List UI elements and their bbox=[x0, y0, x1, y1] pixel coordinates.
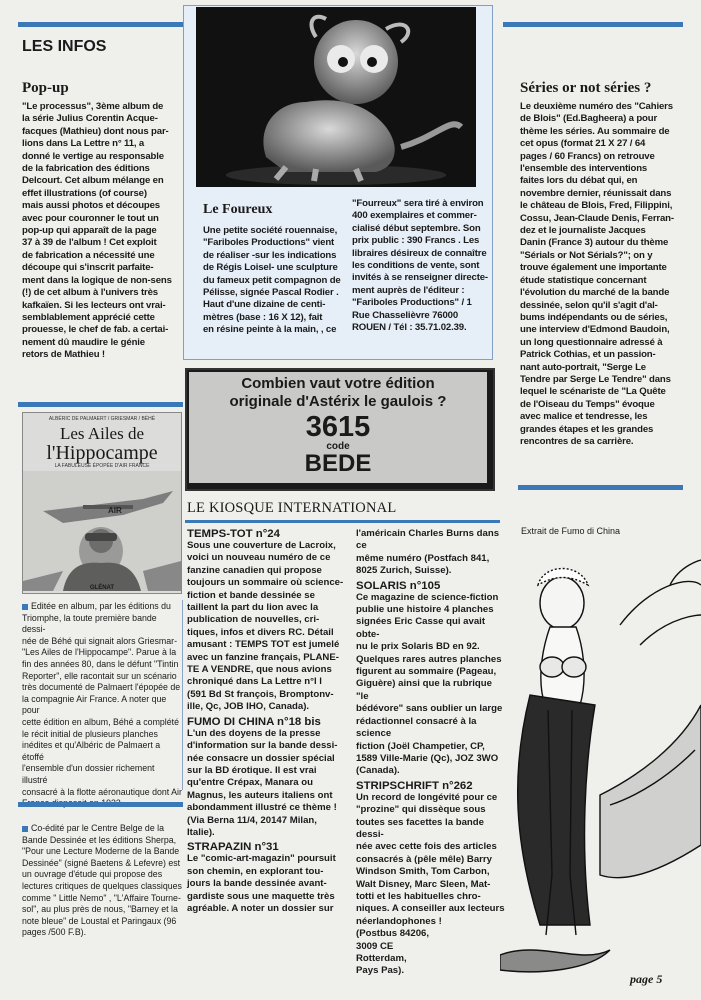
fumo-caption: Extrait de Fumo di China bbox=[521, 526, 621, 536]
kiosque-head-strapazin: STRAPAZIN n°31 bbox=[187, 841, 279, 854]
kiosque-body-stripschrift: Un record de longévité pour ce "prozine" qui dissèque sous toutes ses facettes la bande dessi- née avec cette fois des articles consacrés à (pêle mêle) Barry Windson Smith, Tom Carbon, Walt Disney, Marc Sleen, Mat- totti et les habituelles chro- niques. A conseiller aux lecteurs néerlandophones ! (Postbus 84206, 3009 CE Rotterdam, Pays Pas). bbox=[356, 791, 505, 977]
kiosque-head-fumo: FUMO DI CHINA n°18 bis bbox=[187, 715, 321, 728]
kiosque-body-strapazin: Le "comic-art-magazin" poursuit son chemin, en explorant tou- jours la bande dessinée avant- gardiste sous une maquette très agréable. A noter un dossier sur bbox=[187, 853, 336, 914]
ad-line1: Combien vaut votre édition bbox=[241, 375, 435, 392]
fourreux-title: Le Foureux bbox=[203, 202, 273, 217]
ad-bede: BEDE bbox=[304, 450, 372, 477]
kiosque-body-temps-tot: Sous une couverture de Lacroix, voici un nouveau numéro de ce fanzine canadien qui propose toujours un sommaire où science- fiction et bande dessinée se taillent la part du lion avec la publication de nouvelles, cri- tiques, infos et divers RC. Détail amusant : TEMPS TOT est jumelé avec un fanzine français, PLANE- TE A VENDRE, que nous avions chroniqué dans La Lettre n°l l (591 Bd St françois, Bromptonv- ille, Qc, JOB IHO, Canada). bbox=[187, 540, 344, 713]
series-title: Séries or not séries ? bbox=[520, 80, 652, 96]
kiosque-head-stripschrift: STRIPSCHRIFT n°262 bbox=[356, 779, 473, 792]
left-lower-bar bbox=[18, 802, 183, 807]
cover-author: ALBÉRIC DE PALMAERT / GRIESMAR / BÉHÉ bbox=[48, 416, 156, 422]
fumo-illustration bbox=[500, 545, 701, 985]
kiosque-head-solaris: SOLARIS n°105 bbox=[356, 579, 441, 592]
kiosque-col2 bbox=[356, 528, 506, 978]
section-title: LES INFOS bbox=[22, 38, 107, 55]
kiosque-body-solaris: Ce magazine de science-fiction publie une histoire 4 planches signées Eric Casse qui avait obte- nu le prix Solaris BD en 92. Quelques rares autres planches figurent au sommaire (Pageau, Giguère) ainsi que la rubrique "le bédévore" sans oublier un large rédactionnel consacré à la science fiction (Joël Champetier, CP, 1589 Ville-Marie (Qc), JOZ 3WO (Canada). bbox=[356, 591, 503, 777]
left-mid-bar bbox=[18, 402, 183, 407]
ad-line2: originale d'Astérix le gaulois ? bbox=[229, 393, 447, 410]
ad-number: 3615 bbox=[305, 411, 371, 443]
fourreux-col2: "Fourreux" sera tiré à environ 400 exemplaires et commer- cialisé début septembre. Son prix public : 390 Francs . Les libraires désireux de connaître les conditions de vente, sont invités à se renseigner directe- ment auprès de l'éditeur : "Fariboles Productions" / 1 Rue Chasselièvre 76000 ROUEN / Tél : 35.71.02.39. bbox=[352, 198, 488, 334]
page-number: page 5 bbox=[630, 972, 663, 986]
book-cover bbox=[22, 412, 182, 594]
ad-inner bbox=[189, 372, 487, 483]
sherpa-caption: Co-édité par le Centre Belge de la Bande Dessinée et les éditions Sherpa, "Pour une Lecture Moderne de la Bande Dessinée" (signé Baetens & Lefevre) est un ouvrage d'étude qui propose des lectures critiques de quelques classiques comme " Little Nemo" , "L'Affaire Tourne- sol", au plus près de nous, "Barney et la note bleue" de Loustal et Paringaux (96 pages /500 F.B). bbox=[22, 823, 182, 938]
cover-plane-text: AIR bbox=[108, 506, 122, 515]
kiosque-col1 bbox=[187, 526, 350, 915]
cover-subtitle: LA FABULEUSE ÉPOPÉE D'AIR FRANCE bbox=[54, 463, 150, 469]
cover-title-2: l'Hippocampe bbox=[46, 442, 158, 464]
cover-title-1: Les Ailes de bbox=[59, 424, 145, 443]
ailes-rule bbox=[182, 600, 183, 790]
ad-code: code bbox=[326, 441, 350, 452]
kiosque-title: LE KIOSQUE INTERNATIONAL bbox=[187, 500, 397, 516]
kiosque-body-burns: l'américain Charles Burns dans ce même numéro (Postfach 841, 8025 Zurich, Suisse). bbox=[356, 528, 500, 577]
kiosque-head-temps-tot: TEMPS-TOT n°24 bbox=[187, 528, 280, 540]
fourreux-photo bbox=[196, 7, 476, 187]
series-bottom-bar bbox=[518, 485, 683, 490]
cover-bottom: GLÉNAT bbox=[89, 585, 115, 591]
kiosque-bar bbox=[185, 520, 500, 523]
sculpture-image bbox=[196, 7, 476, 187]
fourreux-col1: Une petite société rouennaise, "Fariboles Productions" vient de réaliser -sur les indications de Régis Loisel- une sculpture du fameux petit compagnon de Pélisse, signée Pascal Rodier . Haut d'une dizaine de centi- mètres (base : 16 X 12), fait en résine peinte à la main, , ce bbox=[203, 225, 341, 336]
top-right-bar bbox=[503, 22, 683, 27]
popup-body: "Le processus", 3ème album de la série Julius Corentin Acque- facques (Mathieu) dont nous par- lions dans La Lettre n° 11, a donné le vertige au responsable de la fabrication des éditions Delcourt. Cet album mélange en effet illustrations (of course) mais aussi photos et découpes avec pour couronner le tout un pop-up qui apparaît de la page 37 à 39 de l'album ! Cet exploit de fabrication a nécessité une découpe qui s'inscrit parfaite- ment dans la logique de non-sens (!) de cet album à l'univers très kafkaïen. Si les lecteurs ont vrai- semblablement apprécié cette prouesse, le chef de fab. a certai- nement dû maudire le génie retors de Mathieu ! bbox=[22, 101, 172, 361]
series-body: Le deuxième numéro des "Cahiers de Blois" (Ed.Bagheera) a pour thème les séries. Au sommaire de cet opus (format 21 X 27 / 64 pages / 60 Francs) on retrouve l'ensemble des interventions faites lors du débat qui, en novembre dernier, réunissait dans le château de Blois, Fred, Filippini, Cossu, Jean-Claude Denis, Ferran- dez et le journaliste Jacques Danin (France 3) autour du thème "Sérials or Not Sérials?"; on y trouve également une importante étude statistique concernant l'évolution du marché de la bande dessinée, selon qu'il s'agit d'al- bums indépendants ou de séries, une interview d'Edmond Baudoin, un long questionnaire adressé à Patrick Cothias, et un passion- nant auto-portrait, "Serge Le Tendre par Serge Le Tendre" dans lequel le scénariste de "La Quête de l'Oiseau du Temps" évoque avec malice et tendresse, les grandes étapes et les grandes rencontres de sa carrière. bbox=[520, 101, 674, 447]
cover-illustration bbox=[23, 471, 181, 591]
popup-title: Pop-up bbox=[22, 80, 69, 96]
top-left-bar bbox=[18, 22, 183, 27]
ailes-caption: Editée en album, par les éditions du Triomphe, la toute première bande dessi- née de Béhé qui signait alors Griesmar- "Les Ailes de l'Hippocampe". Parue à la fin des années 80, dans le défunt "Tintin Reporter", elle racontait sur un scénario très documenté de Palmaert l'épopée de la compagnie Air France. A noter que pour cette édition en album, Béhé a complété le récit initial de plusieurs planches inédites et qu'Albéric de Palmaert a étoffé l'ensemble d'un dossier richement illustré consacré à la flotte aéronautique dont Air bbox=[22, 601, 182, 797]
kiosque-body-fumo: L'un des doyens de la presse d'information sur la bande dessi- née consacre un dossier spécial sur la BD érotique. Il est vrai qu'entre Crépax, Manara ou Magnus, les auteurs italiens ont abondamment illustré ce thème ! (Via Berna 11/4, 20147 Milan, Italie). bbox=[187, 727, 338, 838]
